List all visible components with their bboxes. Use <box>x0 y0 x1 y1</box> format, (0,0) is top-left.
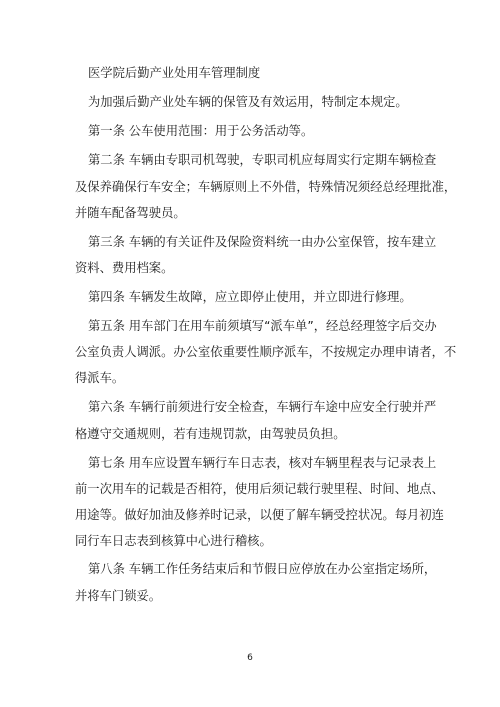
article-5-line-3: 得派车。 <box>75 371 125 385</box>
article-4-line-1: 第四条 车辆发生故障，应立即停止使用，并立即进行修理。 <box>88 290 412 304</box>
article-8-line-2: 并将车门锁妥。 <box>75 589 162 603</box>
article-6-line-1: 第六条 车辆行前须进行安全检查，车辆行车途中应安全行驶并严 <box>88 400 437 414</box>
article-8-line-1: 第八条 车辆工作任务结束后和节假日应停放在办公室指定场所， <box>88 562 437 576</box>
article-6-line-2: 格遵守交通规则，若有违规罚款，由驾驶员负担。 <box>75 427 346 441</box>
article-3-line-1: 第三条 车辆的有关证件及保险资料统一由办公室保管，按车建立 <box>88 235 437 249</box>
article-5-line-1: 第五条 用车部门在用车前须填写“派车单”，经总经理签字后交办 <box>88 319 437 333</box>
article-3-line-2: 资料、费用档案。 <box>75 261 174 275</box>
document-title: 医学院后勤产业处用车管理制度 <box>88 66 261 80</box>
article-1-line-1: 第一条 公车使用范围：用于公务活动等。 <box>88 124 314 138</box>
article-7-line-2: 前一次用车的记载是否相符，使用后须记载行驶里程、时间、地点、 <box>75 482 444 496</box>
page-number: 6 <box>247 653 253 663</box>
article-5-line-2: 公室负责人调派。办公室依重要性顺序派车，不按规定办理申请者，不 <box>75 345 457 359</box>
article-7-line-4: 同行车日志表到核算中心进行稽核。 <box>75 534 272 548</box>
article-7-line-3: 用途等。做好加油及修养时记录，以便了解车辆受控状况。每月初连 <box>75 508 444 522</box>
article-7-line-1: 第七条 用车应设置车辆行车日志表，核对车辆里程表与记录表上 <box>88 456 437 470</box>
document-intro: 为加强后勤产业处车辆的保管及有效运用，特制定本规定。 <box>88 95 408 109</box>
article-2-line-2: 及保养确保行车安全；车辆原则上不外借，特殊情况须经总经理批准， <box>75 180 457 194</box>
article-2-line-3: 并随车配备驾驶员。 <box>75 206 186 220</box>
article-2-line-1: 第二条 车辆由专职司机驾驶，专职司机应每周实行定期车辆检查 <box>88 153 437 167</box>
